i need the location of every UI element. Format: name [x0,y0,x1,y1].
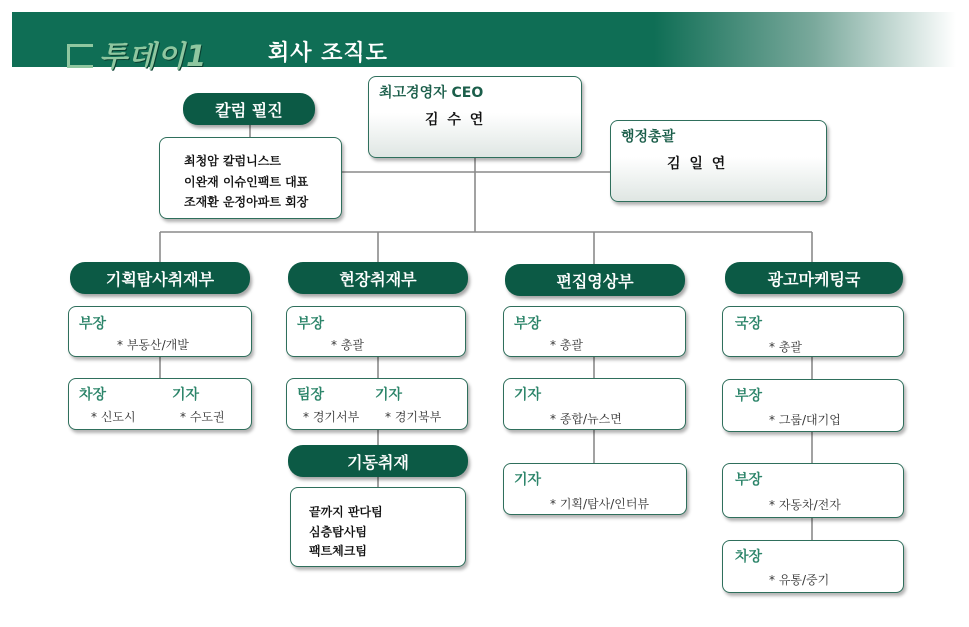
duty-text: * 경기북부 [385,410,442,424]
dept-marketing-pill: 광고마케팅국 [725,262,903,294]
role-label: 부장 [735,388,763,404]
role-label: 부장 [297,316,325,332]
dept-investigative-pill: 기획탐사취재부 [70,262,250,294]
duty-text: * 총괄 [331,338,364,352]
team-name: 심층탐사팀 [309,525,367,539]
duty-text: * 기획/탐사/인터뷰 [550,497,650,511]
role-label: 기자 [172,387,200,403]
field-head-box [286,306,466,357]
role-label: 기자 [514,472,542,488]
column-writers-pill: 칼럼 필진 [183,93,315,125]
team-name: 끝까지 판다팀 [309,505,383,519]
column-member: 이완재 이슈인팩트 대표 [184,175,309,189]
editing-reporter-box-1 [503,378,686,430]
ceo-title: 최고경영자 CEO [379,85,484,101]
column-writers-box [159,137,342,219]
logo-text: 투데이1 [99,39,208,73]
team-name: 팩트체크팀 [309,544,367,558]
admin-name: 김 일 연 [667,156,728,172]
duty-text: * 신도시 [91,410,136,424]
marketing-deputy-box [722,540,904,593]
role-label: 부장 [79,316,107,332]
marketing-manager-box-2 [722,463,904,518]
column-member: 최청암 칼럼니스트 [184,154,281,168]
dept-editing-pill: 편집영상부 [505,264,685,296]
role-label: 팀장 [297,387,325,403]
editing-reporter-box-2 [503,463,687,515]
ceo-name: 김 수 연 [425,112,486,128]
duty-text: * 부동산/개발 [117,338,189,352]
field-staff-box [286,378,468,430]
duty-text: * 자동차/전자 [769,498,841,512]
role-label: 부장 [514,316,542,332]
admin-box [610,120,827,202]
duty-text: * 총괄 [769,340,802,354]
duty-text: * 경기서부 [303,410,360,424]
mobile-reporting-pill: 기동취재 [288,445,468,477]
role-label: 차장 [735,549,763,565]
role-label: 기자 [375,387,403,403]
role-label: 기자 [514,387,542,403]
marketing-director-box [722,306,904,357]
editing-head-box [503,306,686,357]
duty-text: * 유통/중기 [769,573,830,587]
investigative-head-box [68,306,252,357]
column-member: 조재환 운정아파트 회장 [184,195,309,209]
duty-text: * 종합/뉴스면 [550,412,622,426]
dept-field-pill: 현장취재부 [288,262,468,294]
investigative-staff-box [68,378,252,430]
duty-text: * 수도권 [180,410,225,424]
duty-text: * 그룹/대기업 [769,413,841,427]
role-label: 국장 [735,316,763,332]
role-label: 부장 [735,472,763,488]
marketing-manager-box-1 [722,379,904,432]
page-title: 회사 조직도 [268,41,388,66]
duty-text: * 총괄 [550,338,583,352]
mobile-reporting-box [290,487,466,567]
role-label: 차장 [79,387,107,403]
ceo-box [368,76,582,158]
admin-title: 행정총괄 [621,129,676,145]
